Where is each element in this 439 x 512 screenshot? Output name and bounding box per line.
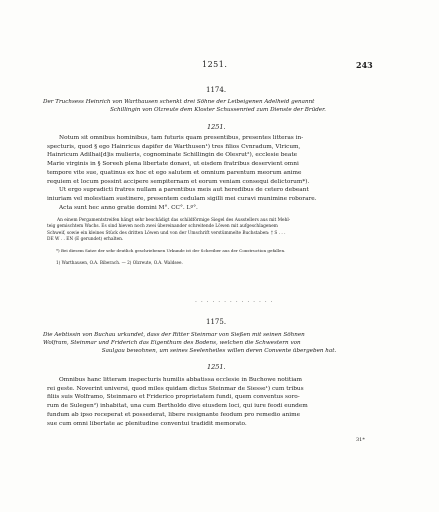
body-line: Acta sunt hec anno gratie domini M°. CC°. Lº°. — [59, 204, 198, 211]
document-regest — [43, 331, 395, 355]
body-line: sue cum omni libertate ac plenitudine conventui tradidit memorato. — [47, 420, 247, 427]
seal-description — [47, 218, 392, 244]
body-line: requiem et locum possint accipere sempiternam et eorum veniam consequi delictorum*). — [47, 178, 310, 185]
body-line: Marie virginis in § Soreeh plena libertate donavi, ut eisdem fratribus deservient omni — [47, 161, 299, 168]
document-number: 1174. — [206, 86, 227, 94]
regest-line: Schillingin von Olzreute dem Kloster Schussenried zum Dienste der Brüder. — [110, 107, 326, 113]
star-footnote: *) Bei diesem Satze der sehr deutlich geschriebenen Urkunde ist der Schreiber aus der Construction gefallen. — [56, 248, 286, 253]
regest-line: Der Truchsess Heinrich von Warthausen schenkt drei Söhne der Leibeigenen Adelheid genannt — [43, 99, 315, 105]
document-body — [47, 134, 392, 212]
body-line: Hainricum Adilhai[d]is mulieris, cognominate Schillingin de Olesrut²), ecclesie beate — [47, 152, 298, 159]
document-regest — [43, 98, 393, 114]
page-number: 243 — [356, 60, 373, 70]
document-body — [47, 376, 392, 428]
body-line: tempore vite sue, quatinus ex hoc et ego salutem et omnium parentum meorum anime — [47, 169, 302, 176]
body-line: rei geste. Noverint universi, quod miles quidam dictus Steinmar de Siesse¹) cum tribus — [47, 385, 304, 392]
document-date: 1251. — [207, 123, 226, 131]
regest-line: Die Aebtissin von Buchau urkundet, dass der Ritter Steinmar von Sießen mit seinen Söhnen — [43, 332, 305, 338]
body-line: specturis, quod § ego Hainricus dapifer de Warthusen¹) tres filios Cvnradum, Vlricum, — [47, 143, 301, 150]
body-line: filiis suis Wolframo, Steinmaro et Friderico proprietatem fundi, quem conventus soro- — [47, 394, 300, 401]
body-line: Notum sit omnibus hominibus, tam futuris quam presentibus, presentes litteras in- — [59, 135, 304, 141]
body-line: Ut ergo supradicti fratres nullam a parentibus meis aut heredibus de cetero debeant — [59, 187, 309, 194]
seal-note-line: An einem Pergamentstreifen hängt sehr beschädigt das schildförmige Siegel des Ausstellers aus mit Mehl- — [57, 218, 291, 223]
seal-note-line: Schweif, sowie ein kleines Stück des dritten Löwen und von der Umschrift verstümmelte Buchstaben: † S . . . — [47, 230, 286, 236]
document-number: 1175. — [206, 318, 227, 326]
body-line: Omnibus hanc litteram inspecturis humilis abbatissa ecclesie in Buchowe notitiam — [59, 377, 303, 383]
body-line: rum de Sulegen²) inhabitat, una cum Bertholdo dive eiusdem loci, qui iure feodi eundem — [47, 403, 308, 410]
running-head-year: 1251. — [202, 60, 228, 69]
body-line: fundum ab ipso receperat et possederat, libere resignante feodum pro remedio anime — [47, 411, 301, 418]
document-date: 1251. — [207, 363, 226, 371]
sheet-signature-marker: 31* — [356, 437, 365, 443]
seal-note-line: teig gemischtem Wachs. Es sind hieven noch zwei übereinander schreitende Löwen mit aufgeschlagenem — [47, 224, 278, 230]
section-separator: . . . . . . . . . . . . . . — [195, 297, 274, 304]
seal-note-line: DE W . . EN (E gerundet) erhalten. — [47, 237, 124, 243]
regest-line: Wolfram, Steinmar und Friderich das Eigenthum des Bodens, welchen die Schwestern von — [43, 340, 301, 346]
footnotes: 1) Warthausen, O.A. Biberach. — 2) Olzreute, O.A. Waldsee. — [56, 260, 183, 265]
body-line: iniuriam vel molestiam sustinere, presentem cedulam sigilli mei curavi munimine roborare. — [47, 195, 317, 202]
regest-line: Saulgau bewohnen, um seines Seelenheiles willen deren Convente übergeben hat. — [101, 348, 337, 354]
